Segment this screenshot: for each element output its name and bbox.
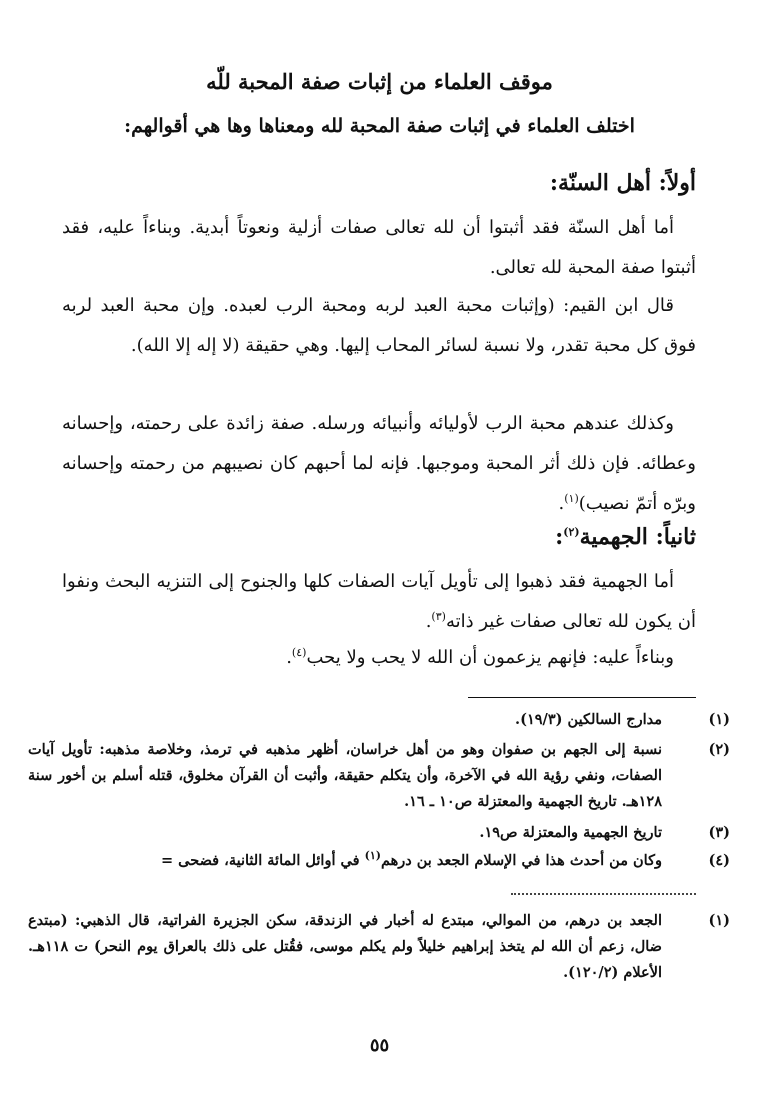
footnote-text-part: وكان من أحدث هذا في الإسلام الجعد بن درهم [380, 852, 662, 869]
paragraph-end: . [425, 611, 432, 632]
subfootnote-divider [511, 893, 696, 895]
paragraph-text: وكذلك عندهم محبة الرب لأوليائه وأنبيائه ورسله. صفة زائدة على رحمته، وإحسانه وعطائه. فإن ذلك أثر المحبة وموجبها. فإنه لما أحبهم كان نصيبهم من رحمته وإحسانه وبرّه أتمّ نصيب) [62, 413, 696, 514]
footnote-ref-1[interactable]: (١) [564, 492, 579, 505]
footnote-text: نسبة إلى الجهم بن صفوان وهو من أهل خراسان، أظهر مذهبه في ترمذ، وخلاصة مذهبه: تأويل آيات الصفات، ونفي رؤية الله في الآخرة، وأن يتكلم حقيقة، وأثبت أن القرآن مخلوق، قتله أسلم بن أخور سنة ١٢٨هـ. تاريخ الجهمية والمعتزلة ص١٠ ـ ١٦. [28, 741, 662, 810]
subfootnote-ref[interactable]: (١) [364, 849, 381, 863]
footnote-text-part: في أوائل المائة الثانية، فضحى = [160, 852, 365, 869]
footnote-4 [28, 848, 730, 874]
subfootnote-1 [28, 908, 730, 986]
footnote-number: (٢) [708, 741, 730, 758]
page-title: موقف العلماء من إثبات صفة المحبة للّه [206, 69, 553, 94]
page-subtitle: اختلف العلماء في إثبات صفة المحبة لله ومعناها وها هي أقوالهم: [124, 115, 635, 137]
footnote-ref-2[interactable]: (٢) [563, 525, 580, 539]
paragraph-jahmiyya-1 [62, 562, 696, 642]
paragraph-end: . [558, 493, 565, 514]
footnote-3 [28, 820, 730, 846]
paragraph-sunnah-3 [62, 404, 696, 524]
footnote-text: تاريخ الجهمية والمعتزلة ص١٩. [479, 824, 662, 841]
footnote-number: (٣) [708, 824, 730, 841]
footnote-text: الجعد بن درهم، من الموالي، مبتدع له أخبار في الزندقة، سكن الجزيرة الفراتية، قال الذهبي: (مبتدع ضال، زعم أن الله لم يتخذ إبراهيم خليلاً ولم يكلم موسى، فقُتل على ذلك بالعراق يوم النحر) ت ١١٨هـ. الأعلام (١٢٠/٢). [28, 912, 662, 981]
footnote-ref-3[interactable]: (٣) [431, 610, 446, 623]
footnote-ref-4[interactable]: (٤) [291, 646, 307, 659]
paragraph-text: أما الجهمية فقد ذهبوا إلى تأويل آيات الصفات كلها والجنوح إلى التنزيه البحث ونفوا أن يكون لله تعالى صفات غير ذاته [62, 571, 696, 632]
footnote-text: مدارج السالكين (١٩/٣). [515, 711, 662, 728]
section-heading-jahmiyya [555, 520, 696, 554]
footnote-number: (٤) [708, 852, 730, 869]
paragraph-sunnah-1: أما أهل السنّة فقد أثبتوا أن لله تعالى صفات أزلية ونعوتاً أبدية. وبناءاً عليه، فقد أثبتوا صفة المحبة لله تعالى. [62, 217, 696, 278]
heading-text: ثانياً: الجهمية [579, 524, 696, 550]
footnote-text [160, 849, 662, 869]
footnote-2 [28, 737, 730, 815]
footnote-number: (١) [708, 912, 730, 929]
footnote-1 [28, 707, 730, 733]
paragraph-jahmiyya-2 [62, 638, 696, 678]
paragraph-text: وبناءاً عليه: فإنهم يزعمون أن الله لا يحب ولا يحب [306, 647, 674, 668]
footnote-number: (١) [708, 711, 730, 728]
paragraph-ibn-qayyim: قال ابن القيم: (وإثبات محبة العبد لربه ومحبة الرب لعبده. وإن محبة العبد لربه فوق كل محبة تقدر، ولا نسبة لسائر المحاب إليها. وهي حقيقة (لا إله إلا الله). [62, 295, 696, 356]
page-number: ٥٥ [369, 1035, 390, 1056]
footnote-divider [468, 697, 696, 698]
section-heading-ahl-sunnah: أولاً: أهل السنّة: [549, 170, 696, 196]
paragraph-end: . [286, 647, 292, 668]
heading-end: : [555, 524, 564, 550]
